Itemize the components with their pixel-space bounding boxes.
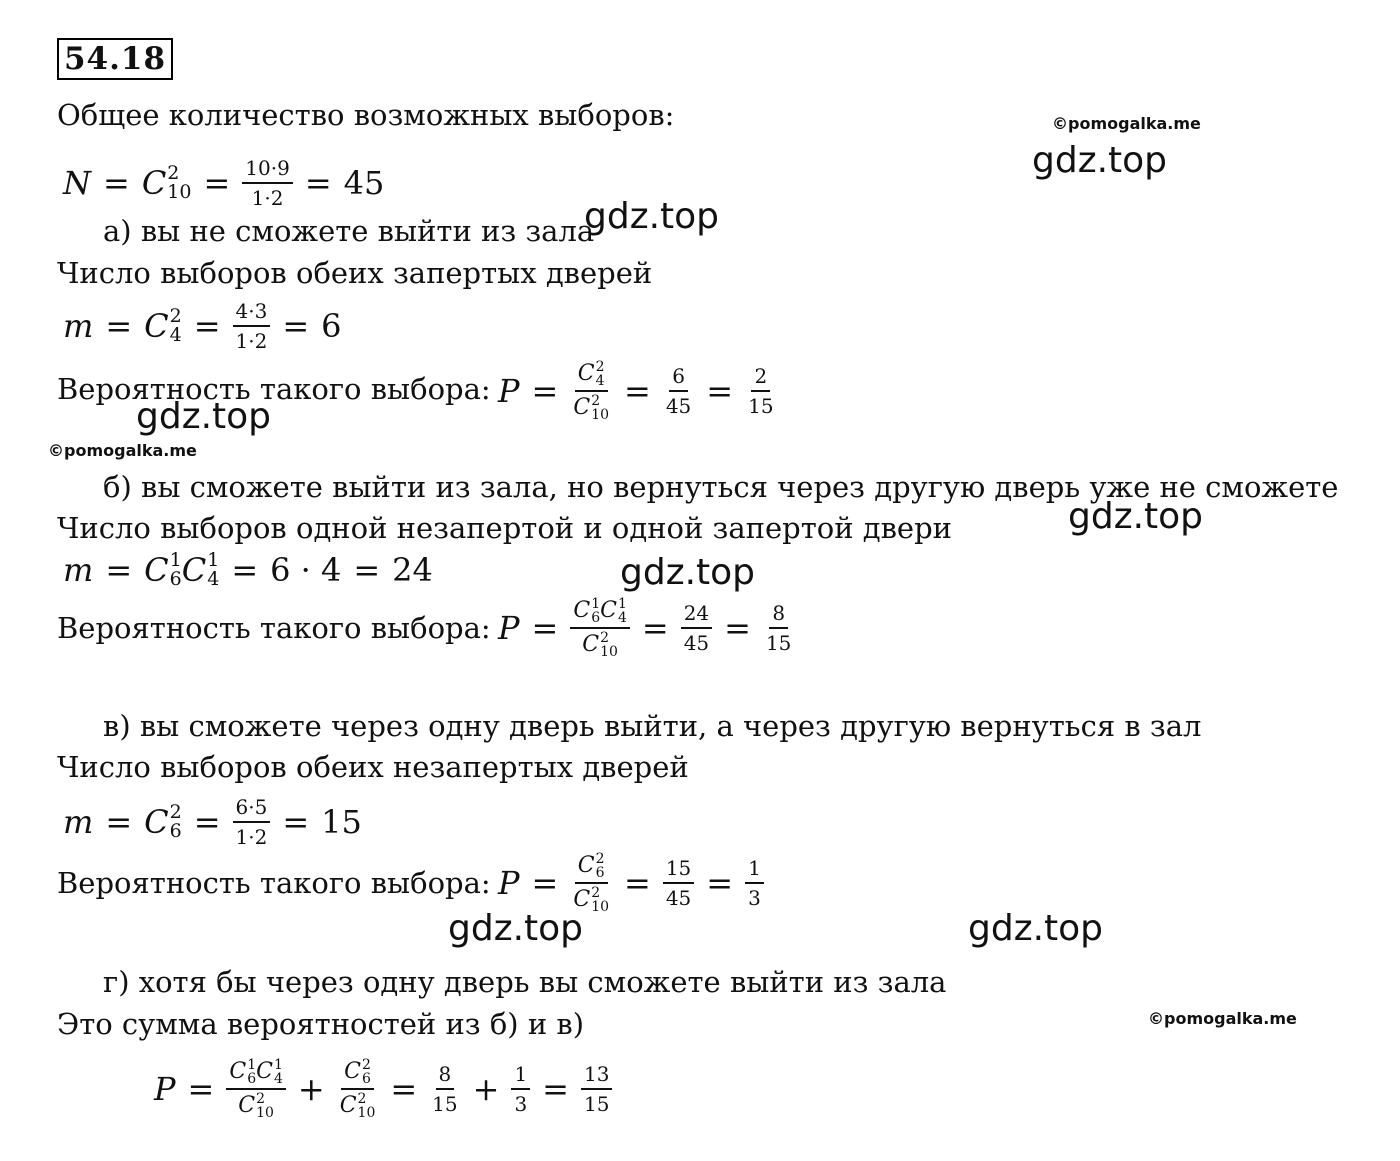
equals: = [105,551,133,589]
fraction: $\frac{6}{45}$ [665,364,692,418]
part-a-prob-formula [492,360,783,422]
var: m [63,307,94,345]
combination: C 1 6 C 1 4 [144,549,220,590]
equals: = [531,372,559,410]
equals: = [103,164,130,202]
fraction: $\frac{15}{45}$ [663,856,694,910]
fraction: $\frac{8}{15}$ [432,1062,458,1116]
part-a-heading: а) вы не сможете выйти из зала [103,214,595,248]
problem-number: 54.18 [57,38,173,80]
equals: = [231,551,259,589]
var: N [63,164,91,202]
part-b-prob-formula [492,597,800,659]
fraction: C 2 6 C 2 10 [573,851,610,915]
equals: = [531,609,559,647]
fraction: $\frac{24}{45}$ [681,601,712,655]
equals: = [353,551,381,589]
plus: + [472,1070,500,1108]
watermark-pomogalka: ©pomogalka.me [1052,114,1201,133]
result: 45 [343,164,385,202]
equals: = [304,164,332,202]
var: m [63,803,94,841]
equals: = [624,864,651,902]
part-a-count-label: Число выборов обеих запертых дверей [57,256,653,290]
part-b-heading: б) вы сможете выйти из зала, но вернуться через другую дверь уже не сможете [103,470,1339,504]
fraction: $\frac{1}{3}$ [511,1062,530,1116]
part-v-heading: в) вы сможете через одну дверь выйти, а через другую вернуться в зал [103,709,1202,743]
part-g-heading: г) хотя бы через одну дверь вы сможете выйти из зала [103,965,947,999]
fraction: C 2 6 C 2 10 [339,1057,376,1121]
equals: = [105,307,133,345]
equals: = [282,307,310,345]
result: 6 [321,307,342,345]
var: P [498,372,520,410]
intro-formula [57,156,390,210]
part-b-prob-label: Вероятность такого выбора: [57,611,491,645]
combination: C 2 10 [141,162,192,203]
watermark-gdz: gdz.top [1068,496,1204,537]
fraction: C 2 4 C 2 10 [573,359,610,423]
var: m [63,551,94,589]
plus: + [297,1070,325,1108]
result: 15 [321,803,362,841]
equals: = [641,609,669,647]
equals: = [724,609,751,647]
watermark-gdz: gdz.top [620,552,756,593]
fraction: $\frac{10\cdot 9}{1\cdot 2}$ [242,156,293,210]
fraction: C 1 6 C 1 4 C 2 10 [570,597,630,659]
part-b-formula [57,550,439,590]
fraction: $\frac{8}{15}$ [765,601,792,655]
part-v-prob-label: Вероятность такого выбора: [57,866,491,900]
equals: = [105,803,133,841]
part-a-prob-label: Вероятность такого выбора: [57,372,491,406]
fraction: $\frac{4\cdot 3}{1\cdot 2}$ [233,299,271,353]
equals: = [390,1070,418,1108]
watermark-gdz: gdz.top [1032,140,1168,181]
part-v-formula [57,795,368,849]
var: P [498,864,520,902]
fraction: $\frac{1}{3}$ [745,856,764,910]
equals: = [282,803,310,841]
part-g-formula [148,1058,618,1120]
equals: = [203,164,231,202]
watermark-gdz: gdz.top [136,396,272,437]
combination: C 2 6 [144,801,182,842]
part-b-count-label: Число выборов одной незапертой и одной запертой двери [57,511,952,545]
combination: C 2 4 [144,305,182,346]
intro-text: Общее количество возможных выборов: [57,98,675,132]
equals: = [624,372,651,410]
part-a-formula [57,299,348,353]
equals: = [187,1070,215,1108]
equals: = [193,803,221,841]
var: P [154,1070,176,1108]
result: 24 [392,551,433,589]
part-g-sum-label: Это сумма вероятностей из б) и в) [57,1007,585,1041]
watermark-pomogalka: ©pomogalka.me [48,441,197,460]
watermark-pomogalka: ©pomogalka.me [1148,1009,1297,1028]
product: 6 · 4 [270,551,342,589]
fraction: $\frac{2}{15}$ [748,364,774,418]
fraction: C 1 6 C 1 4 C 2 10 [226,1058,286,1120]
fraction: $\frac{6\cdot 5}{1\cdot 2}$ [233,795,271,849]
equals: = [706,864,734,902]
equals: = [706,372,734,410]
equals: = [542,1070,569,1108]
equals: = [531,864,559,902]
watermark-gdz: gdz.top [968,908,1104,949]
part-v-prob-formula [492,852,770,914]
watermark-gdz: gdz.top [584,196,720,237]
part-v-count-label: Число выборов обеих незапертых дверей [57,750,689,784]
watermark-gdz: gdz.top [448,908,584,949]
fraction: $\frac{13}{15}$ [581,1062,612,1116]
equals: = [193,307,221,345]
var: P [498,609,520,647]
